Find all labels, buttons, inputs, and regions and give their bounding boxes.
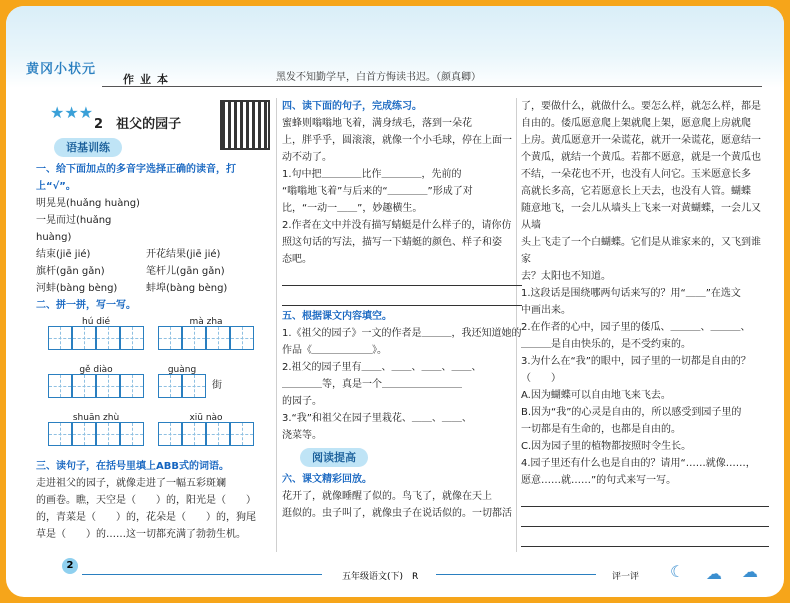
passage-line: 个黄瓜，就结一个黄瓜。若都不愿意，就是一个黄瓜也 [521,152,761,163]
star-icon: ★★★ [50,103,94,122]
moon-icon: ☾ [670,562,685,581]
writing-box[interactable] [230,422,254,446]
pinyin-writing-grid [36,314,272,458]
pinyin-choice-item[interactable]: 结束(jiē jié) 开花结果(jiē jié) [36,249,221,260]
grid-row [36,362,272,410]
lesson-name: 祖父的园子 [116,117,182,132]
writing-box[interactable] [120,422,144,446]
writing-box[interactable] [48,422,72,446]
passage-line: 了，要做什么，就做什么。要怎么样，就怎么样，都是 [521,101,761,112]
pinyin-box-group[interactable]: shuān zhù [48,410,144,446]
question-line: （ ） [521,373,561,384]
reading-questions [521,285,769,387]
reading-passage [521,98,769,285]
question-line: 4.园子里还有什么也是自由的？请用“……就像……， [521,458,756,469]
answer-line[interactable] [282,268,522,286]
q6-passage-start [282,488,522,522]
text-line: 2.作者在文中并没有描写蜻蜓是什么样子的，请你仿 [282,220,512,231]
option-line: B.因为“我”的心灵是自由的，所以感受到园子里的 [521,407,742,418]
page-number: 2 [62,558,78,574]
qr-code-icon [220,100,270,150]
q3-text [36,475,272,543]
writing-box[interactable] [120,374,144,398]
pinyin-box-group[interactable]: gě diào [48,362,144,398]
text-line: 的画卷。瞧，天空是（ ）的，阳光是（ ） [36,495,256,506]
column-middle [282,98,522,522]
option-line: C.因为园子里的植物都按照时令生长。 [521,441,692,452]
pinyin-choice-item[interactable]: 河蚌(bàng bèng) 蚌埠(bàng bèng) [36,283,228,294]
writing-box[interactable] [158,422,182,446]
text-line: 上，胖乎乎，圆滚滚，就像一个小毛球，停在上面一 [282,135,512,146]
text-line: 逛似的。虫子叫了，就像虫子在说话似的。一切都活 [282,508,512,519]
q5-text [282,325,522,444]
reading-question-4 [521,455,769,489]
text-line: 照这句话的写法，描写一下蜻蜓的颜色、样子和姿 [282,237,502,248]
question-3-title: 三、读句子，在括号里填上ABB式的词语。 [36,461,229,472]
question-2-title: 二、拼一拼，写一写。 [36,300,136,311]
question-4-title: 四、读下面的句子，完成练习。 [282,101,422,112]
lesson-number: 2 [94,117,104,132]
writing-box[interactable] [158,326,182,350]
writing-box[interactable] [158,374,182,398]
text-line: 3.“我”和祖父在园子里栽花、＿＿、＿＿、 [282,413,472,424]
pinyin-box-group[interactable]: xiū nào [158,410,254,446]
writing-box[interactable] [72,422,96,446]
grid-row [36,410,272,458]
option-line: 一切都是有生命的，也都是自由的。 [521,424,681,435]
passage-line: 去？太阳也不知道。 [521,271,611,282]
text-line: 比，“一动一＿＿”，妙趣横生。 [282,203,423,214]
text-line: 1.《祖父的园子》一文的作者是＿＿＿，我还知道她的 [282,328,522,339]
question-line: 1.这段话是围绕哪两句话来写的？用“＿＿”在选文 [521,288,741,299]
text-line: 草是（ ）的……这一切都充满了勃勃生机。 [36,529,246,540]
text-line: 浇菜等。 [282,430,322,441]
answer-line[interactable] [521,509,769,527]
text-line: ＿＿＿＿等，真是一个＿＿＿＿＿＿＿＿ [282,379,462,390]
question-6-title: 六、课文精彩回放。 [282,474,372,485]
question-line: 3.为什么在“我”的眼中，园子里的一切都是自由的？ [521,356,751,367]
footer-evaluate: 评一评 [612,572,640,582]
writing-box[interactable] [96,374,120,398]
column-right [521,98,769,549]
question-line: 2.在作者的心中，园子里的倭瓜、＿＿＿、＿＿＿、 [521,322,751,333]
q4-sub1 [282,166,522,217]
text-line: 作品《＿＿＿＿＿＿》。 [282,345,387,356]
pinyin-choice-item[interactable]: 旗杆(gān gǎn) 笔杆儿(gān gǎn) [36,266,225,277]
writing-box[interactable] [120,326,144,350]
writing-box[interactable] [96,422,120,446]
answer-line[interactable] [521,489,769,507]
text-line: 态吧。 [282,254,312,265]
footer-divider [82,574,322,575]
writing-box[interactable] [206,326,230,350]
lesson-title [36,98,272,134]
section-badge-reading: 阅读提高 [300,448,368,467]
writing-box[interactable] [96,326,120,350]
writing-box[interactable] [72,326,96,350]
option-line: A.因为蝴蝶可以自由地飞来飞去。 [521,390,671,401]
pinyin-choice-item[interactable]: 一晃而过(huǎng huàng) [36,215,112,243]
writing-box[interactable] [48,374,72,398]
question-5-title: 五、根据课文内容填空。 [282,311,392,322]
text-line: 蜜蜂则嗡嗡地飞着，满身绒毛，落到一朵花 [282,118,472,129]
homework-label: 作业本 [123,73,174,86]
footer-book-label: 五年级语文(下) R [342,572,419,582]
writing-box[interactable] [206,422,230,446]
passage-line: 随意地飞，一会儿从墙头上飞来一对黄蝴蝶，一会儿又从墙 [521,203,761,231]
header-quote: 黑发不知勤学早，白首方悔读书迟。（颜真卿） [276,72,481,83]
question-line: 中画出来。 [521,305,571,316]
passage-line: 高就长多高，它若愿意长上天去，也没有人管。蝴蝶 [521,186,751,197]
writing-box[interactable] [182,422,206,446]
pinyin-choice-item[interactable]: 明晃晃(huǎng huàng) [36,198,140,209]
pinyin-box-group[interactable]: mà zha [158,314,254,350]
answer-line[interactable] [521,529,769,547]
pinyin-box-group[interactable]: guàng 街 [158,362,222,398]
section-badge: 语基训练 [54,138,122,157]
text-line: 动不动了。 [282,152,332,163]
writing-box[interactable] [72,374,96,398]
text-line: 1.句中把＿＿＿＿比作＿＿＿＿，先前的 [282,169,462,180]
writing-box[interactable] [182,374,206,398]
text-line: 走进祖父的园子，就像走进了一幅五彩斑斓 [36,478,226,489]
q1-items [36,195,272,297]
text-line: 花开了，就像睡醒了似的。鸟飞了，就像在天上 [282,491,492,502]
pinyin-box-group[interactable]: hú dié [48,314,144,350]
writing-box[interactable] [230,326,254,350]
passage-line: 头上飞走了一个白蝴蝶。它们是从谁家来的，又飞到谁家 [521,237,761,265]
column-left [36,98,272,543]
text-line: 的园子。 [282,396,322,407]
passage-line: 上房。黄瓜愿意开一朵谎花，就开一朵谎花，愿意结一 [521,135,761,146]
question-1-title: 一、给下面加点的多音字选择正确的读音，打上“√”。 [36,164,236,192]
grid-row [36,314,272,362]
worksheet-page [6,6,784,597]
q4-passage [282,115,522,166]
cloud-icon: ☁ [742,562,758,581]
cloud-icon: ☁ [706,564,722,583]
q4-sub2 [282,217,522,268]
brand-logo: 黄冈小状元 [26,62,97,77]
passage-line: 不结，一朵花也不开，也没有人问它。玉米愿意长多 [521,169,751,180]
passage-line: 自由的。倭瓜愿意爬上架就爬上架，愿意爬上房就爬 [521,118,751,129]
question-line: ＿＿＿是自由快乐的，是不受约束的。 [521,339,691,350]
writing-box[interactable] [48,326,72,350]
text-line: 的，青菜是（ ）的，花朵是（ ）的，狗尾 [36,512,256,523]
text-line: “嗡嗡地飞着”与后来的“＿＿＿＿”形成了对 [282,186,473,197]
answer-options [521,387,769,455]
text-line: 2.祖父的园子里有＿＿、＿＿、＿＿、＿＿、 [282,362,482,373]
column-divider [276,98,277,552]
footer-divider [436,574,596,575]
answer-line[interactable] [282,288,522,306]
question-line: 愿意……就……”的句式来写一写。 [521,475,677,486]
writing-box[interactable] [182,326,206,350]
header-divider [102,86,762,87]
